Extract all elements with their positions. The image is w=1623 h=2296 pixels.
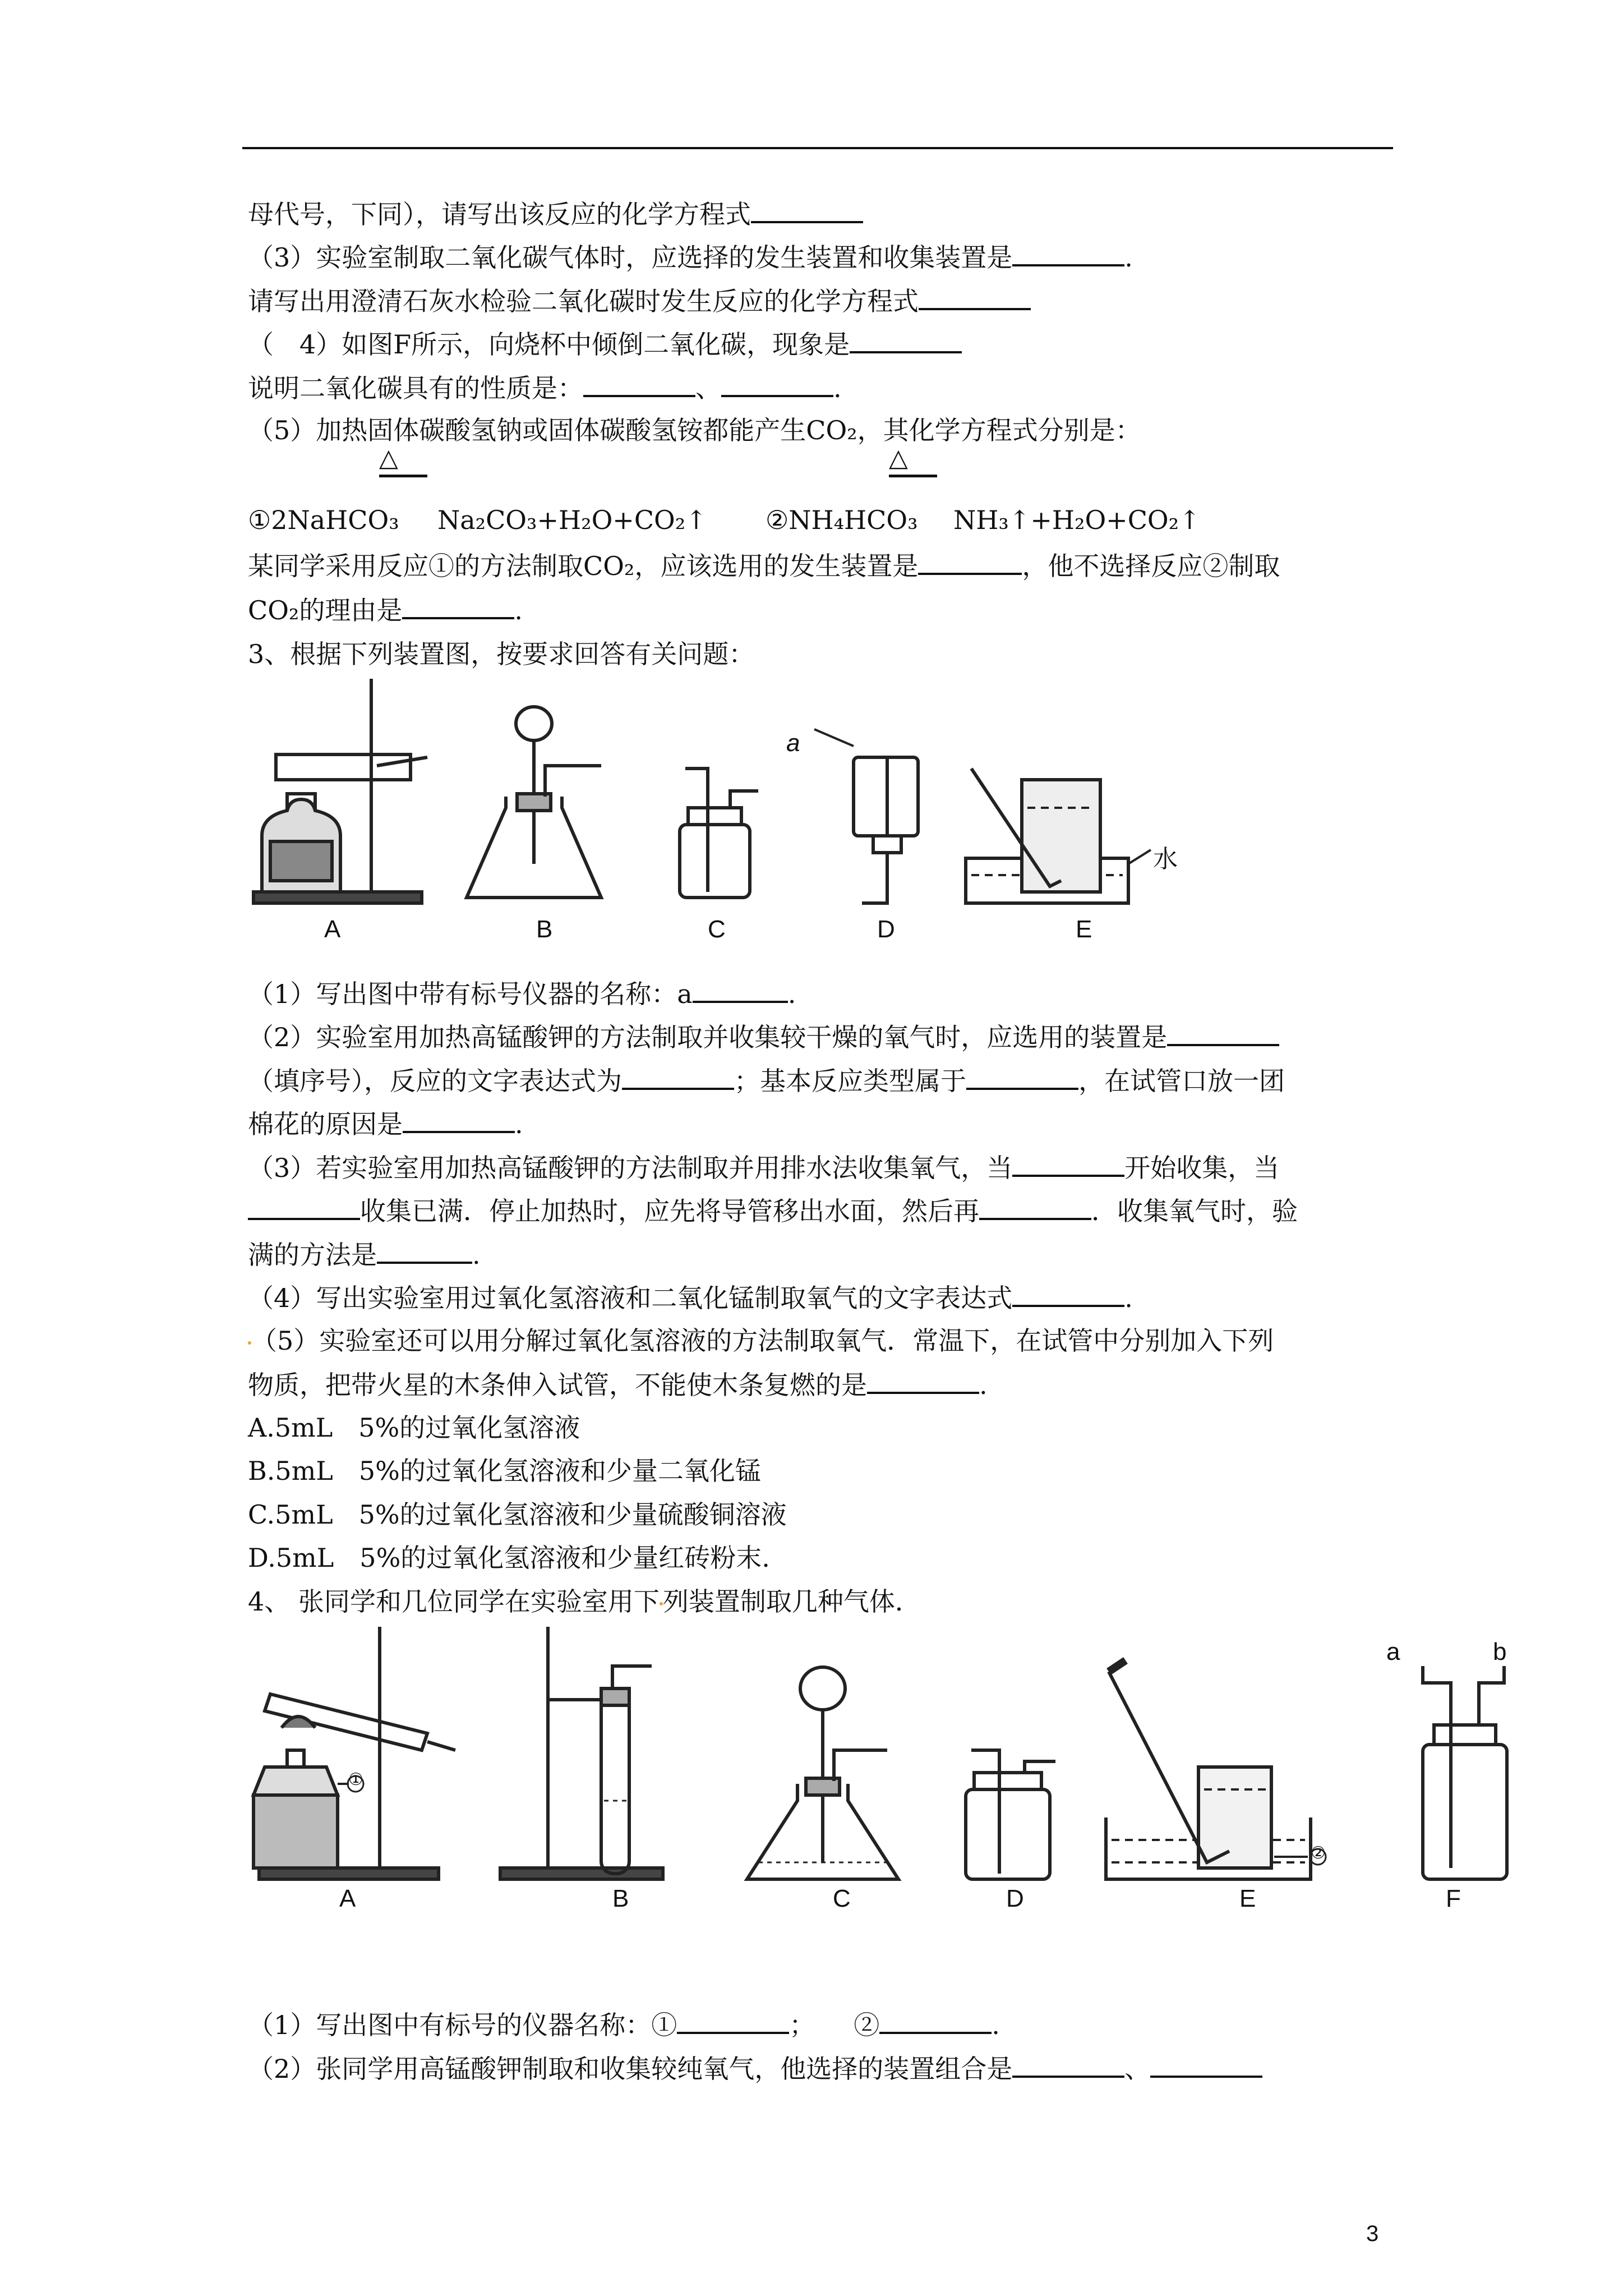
text-line: （1）写出图中有标号的仪器名称：① ； ② . [248,2007,1000,2042]
text-line: （3）若实验室用加热高锰酸钾的方法制取并用排水法收集氧气，当 开始收集，当 [248,1150,1279,1185]
answer-blank [1012,1150,1124,1177]
text-line: 某同学采用反应①的方法制取CO₂，应该选用的发生装置是 ，他不选择反应②制取 [248,548,1280,583]
answer-blank [1012,1280,1124,1307]
answer-blank [248,1193,360,1220]
answer-blank [721,370,833,397]
answer-blank [867,1367,979,1394]
fig-label-e: E [1239,1885,1256,1912]
label-b: b [1493,1638,1507,1665]
fig-label-b: B [536,915,553,943]
text-line: 说明二氧化碳具有的性质是： 、 . [248,370,842,405]
apparatus-b [467,707,601,898]
fig-label-c: C [708,915,726,943]
fig-label-d: D [1006,1885,1024,1912]
answer-blank [622,1063,734,1090]
fig-label-e: E [1076,915,1092,943]
text-line: 满的方法是 . [248,1237,481,1272]
answer-blank [751,196,863,223]
equation-1-left: ①2NaHCO₃ [248,505,399,535]
heat-symbol: △ [889,444,937,477]
text-line: 请写出用澄清石灰水检验二氧化碳时发生反应的化学方程式 [248,283,1031,318]
answer-blank [677,2007,789,2034]
text-line: （1）写出图中带有标号仪器的名称：a . [248,976,796,1011]
question-4-title: 4、 张同学和几位同学在实验室用下 列装置制取几种气体． [248,1586,921,1617]
fig-label-a: A [324,915,341,943]
text-line: （5）实验室还可以用分解过氧化氢溶液的方法制取氧气．常温下，在试管中分别加入下列 [248,1324,1274,1358]
label-a: a [1386,1638,1400,1665]
apparatus-a [253,679,427,903]
answer-blank [377,1237,472,1264]
label-water: 水 [1153,845,1178,873]
apparatus-a [253,1627,455,1879]
option-a: A.5mL 5%的过氧化氢溶液 [248,1412,580,1443]
text-line: 物质，把带火星的木条伸入试管，不能使木条复燃的是 . [248,1367,988,1402]
apparatus-f [1423,1666,1507,1879]
answer-blank [403,1106,515,1133]
fig-label-b: B [612,1885,629,1912]
apparatus-figure-q4 [242,1616,1510,1930]
fig-label-d: D [877,915,895,943]
text-line: （2）张同学用高锰酸钾制取和收集较纯氧气，他选择的装置组合是 、 [248,2051,1262,2086]
apparatus-d [814,729,918,903]
text-line: （填序号），反应的文字表达式为 ；基本反应类型属于 ，在试管口放一团 [248,1063,1285,1098]
answer-blank [979,1193,1091,1220]
text-line: （4）写出实验室用过氧化氢溶液和二氧化锰制取氧气的文字表达式 . [248,1280,1133,1315]
header-rule [242,147,1393,149]
answer-blank [966,1063,1078,1090]
equation-2-right: NH₃↑+H₂O+CO₂↑ [953,505,1201,535]
fig-label-c: C [833,1885,851,1912]
answer-blank [693,976,788,1003]
mark-2: ② [1311,1844,1326,1862]
apparatus-c [747,1667,898,1879]
answer-blank [1012,240,1124,266]
text-line: （5）加热固体碳酸氢钠或固体碳酸氢铵都能产生CO₂，其化学方程式分别是： [248,415,1141,445]
heat-symbol: △ [379,444,427,477]
answer-blank [850,326,962,353]
text-line: （3）实验室制取二氧化碳气体时，应选择的发生装置和收集装置是 . [248,240,1133,274]
apparatus-e [966,769,1151,903]
equation-1-right: Na₂CO₃+H₂O+CO₂↑ [437,505,707,535]
answer-blank [918,548,1022,575]
answer-blank [1150,2051,1262,2078]
text-line: （ 4）如图F所示，向烧杯中倾倒二氧化碳，现象是 [248,326,962,361]
option-c: C.5mL 5%的过氧化氢溶液和少量硫酸铜溶液 [248,1499,787,1530]
text-line: 棉花的原因是 . [248,1106,523,1141]
option-d: D.5mL 5%的过氧化氢溶液和少量红砖粉末. [248,1543,770,1573]
page-number: 3 [1366,2221,1379,2246]
apparatus-e [1106,1660,1326,1879]
mark-1: ① [348,1770,363,1789]
answer-blank [1012,2051,1124,2078]
question-3-title: 3、根据下列装置图，按要求回答有关问题： [248,639,755,669]
apparatus-b [500,1627,663,1879]
fig-label-f: F [1446,1885,1461,1912]
text-line: CO₂的理由是 . [248,592,523,627]
text-line: 收集已满．停止加热时，应先将导管移出水面，然后再 ．收集氧气时，验 [248,1193,1298,1228]
apparatus-c [680,769,758,898]
answer-blank [1167,1019,1279,1046]
apparatus-d [966,1750,1055,1879]
fig-label-a: A [339,1885,356,1912]
answer-blank [919,283,1031,310]
text-line: （2）实验室用加热高锰酸钾的方法制取并收集较干燥的氧气时，应选用的装置是 [248,1019,1279,1054]
option-b: B.5mL 5%的过氧化氢溶液和少量二氧化锰 [248,1456,761,1486]
answer-blank [402,592,514,619]
answer-blank [583,370,695,397]
text-line: 母代号，下同），请写出该反应的化学方程式 [248,196,863,231]
label-a: a [786,729,800,757]
apparatus-figure-q3 [242,668,1465,965]
equation-2-left: ②NH₄HCO₃ [766,505,918,535]
answer-blank [879,2007,992,2034]
